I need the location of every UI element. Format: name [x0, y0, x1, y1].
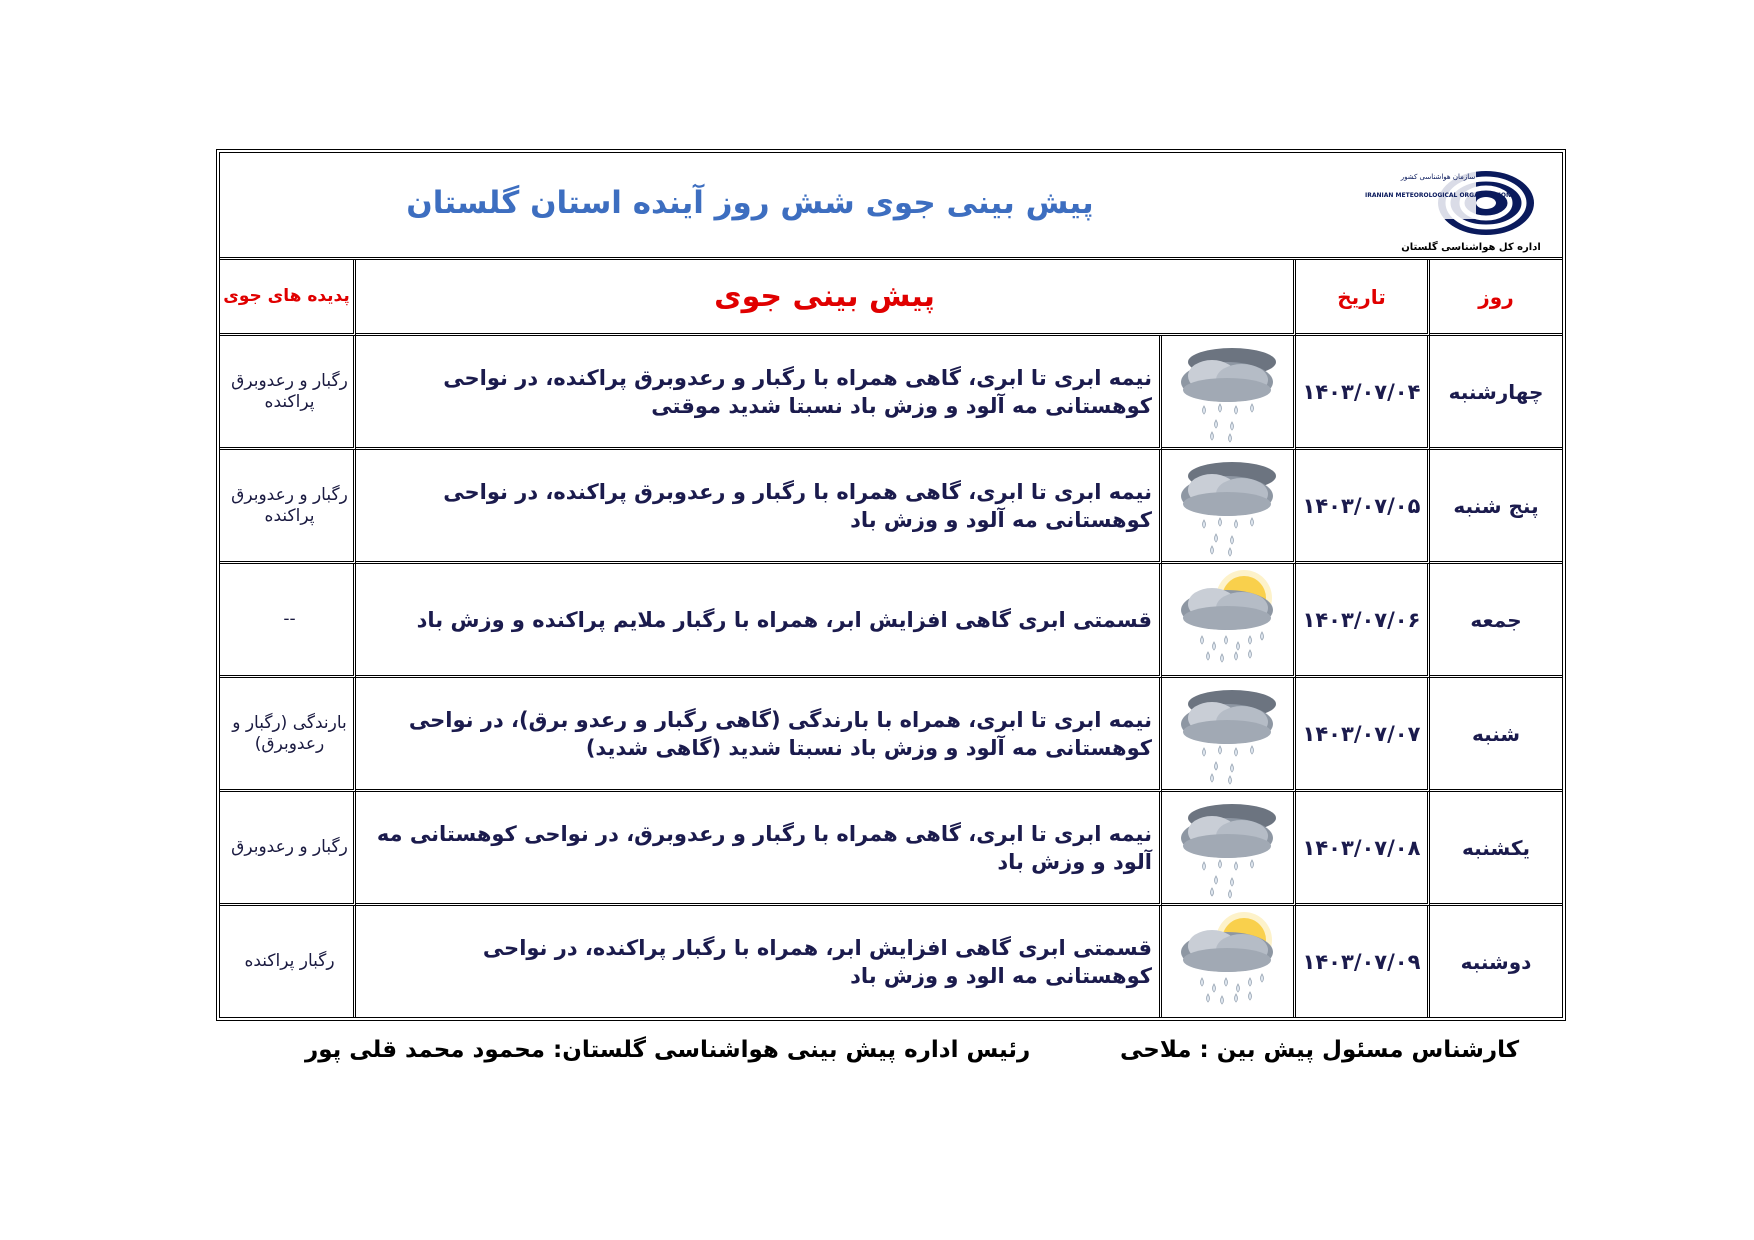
day-cell: چهارشنبه	[1430, 336, 1562, 450]
day-header-label: روز	[1478, 284, 1514, 309]
date-cell: ۱۴۰۳/۰۷/۰۵	[1296, 450, 1430, 564]
date-cell: ۱۴۰۳/۰۷/۰۷	[1296, 678, 1430, 792]
day-cell: دوشنبه	[1460, 949, 1532, 974]
logo-text-en: IRANIAN METEOROLOGICAL ORGANIZATION	[1365, 192, 1511, 199]
cloud-rain-icon	[1162, 454, 1293, 558]
forecast-sheet	[219, 152, 1563, 1018]
weather-icon-cell	[1162, 792, 1296, 906]
cloud-rain-icon	[1162, 340, 1293, 444]
date-cell: ۱۴۰۳/۰۷/۰۸	[1296, 792, 1430, 906]
cloud-rain-icon	[1162, 682, 1293, 786]
sun-cloud-rain-icon	[1162, 910, 1293, 1014]
cloud-rain-icon	[1162, 796, 1293, 900]
table-row	[220, 564, 1562, 678]
day-header	[1430, 260, 1562, 336]
forecast-text-cell: نیمه ابری تا ابری، گاهی همراه با رگبار و رعدوبرق پراکنده، در نواحی کوهستانی مه آلود و وزش باد	[356, 450, 1162, 564]
day-cell: پنج شنبه	[1430, 450, 1562, 564]
meteorological-organization-logo	[1365, 161, 1546, 253]
date-header-label: تاریخ	[1337, 284, 1386, 309]
weather-icon-cell	[1162, 564, 1296, 678]
phenomena-header-label: پدیده های جوی	[223, 286, 350, 306]
table-row	[220, 792, 1562, 906]
day-cell: شنبه	[1430, 678, 1562, 792]
forecaster-signature: کارشناس مسئول پیش بین : ملاحی	[1120, 1037, 1520, 1063]
date-cell: ۱۴۰۳/۰۷/۰۹	[1296, 906, 1430, 1017]
table-row	[220, 906, 1562, 1017]
forecast-text-cell: نیمه ابری تا ابری، گاهی همراه با رگبار و رعدوبرق پراکنده، در نواحی کوهستانی مه آلود و وزش باد نسبتا شدید موقتی	[356, 336, 1162, 450]
phenomena-header	[220, 260, 356, 336]
department-head-signature: رئیس اداره پیش بینی هواشناسی گلستان: محمود محمد قلی پور	[305, 1037, 1031, 1063]
forecast-header	[356, 260, 1296, 336]
logo-emblem-icon	[1365, 161, 1546, 239]
page-title: پیش بینی جوی شش روز آینده استان گلستان	[406, 185, 1094, 221]
sheet-header	[220, 153, 1562, 260]
table-row	[220, 450, 1562, 564]
forecast-text-cell: قسمتی ابری گاهی افزایش ابر، همراه با رگبار پراکنده، در نواحی کوهستانی مه الود و وزش باد	[356, 906, 1162, 1017]
weather-icon-cell	[1162, 336, 1296, 450]
date-cell: ۱۴۰۳/۰۷/۰۴	[1296, 336, 1430, 450]
forecast-text-cell: نیمه ابری تا ابری، گاهی همراه با رگبار و رعدوبرق، در نواحی کوهستانی مه آلود و وزش باد	[356, 792, 1162, 906]
phenomena-cell: رگبار و رعدوبرق پراکنده	[220, 450, 356, 564]
forecast-text-cell: قسمتی ابری گاهی افزایش ابر، همراه با رگبار ملایم پراکنده و وزش باد	[356, 564, 1162, 678]
table-header-row	[220, 260, 1562, 336]
table-row	[220, 336, 1562, 450]
sun-cloud-rain-icon	[1162, 568, 1293, 672]
date-cell: ۱۴۰۳/۰۷/۰۶	[1296, 564, 1430, 678]
phenomena-cell: --	[220, 564, 356, 678]
table-row	[220, 678, 1562, 792]
weather-icon-cell	[1162, 906, 1296, 1017]
phenomena-cell: بارندگی (رگبار و رعدوبرق)	[220, 678, 356, 792]
day-cell: جمعه	[1430, 564, 1562, 678]
weather-icon-cell	[1162, 678, 1296, 792]
phenomena-cell: رگبار و رعدوبرق	[220, 792, 356, 906]
date-header	[1296, 260, 1430, 336]
phenomena-cell: رگبار پراکنده	[220, 906, 356, 1017]
forecast-table	[220, 260, 1562, 1017]
logo-text-top: سازمان هواشناسی کشور	[1400, 173, 1476, 181]
forecast-text-cell: نیمه ابری تا ابری، همراه با بارندگی (گاهی رگبار و رعدو برق)، در نواحی کوهستانی مه آلود و وزش باد نسبتا شدید (گاهی شدید)	[356, 678, 1162, 792]
forecast-header-label: پیش بینی جوی	[714, 279, 935, 314]
day-cell: یکشنبه	[1430, 792, 1562, 906]
logo-caption: اداره کل هواشناسی گلستان	[1401, 242, 1541, 253]
weather-icon-cell	[1162, 450, 1296, 564]
phenomena-cell: رگبار و رعدوبرق پراکنده	[220, 336, 356, 450]
